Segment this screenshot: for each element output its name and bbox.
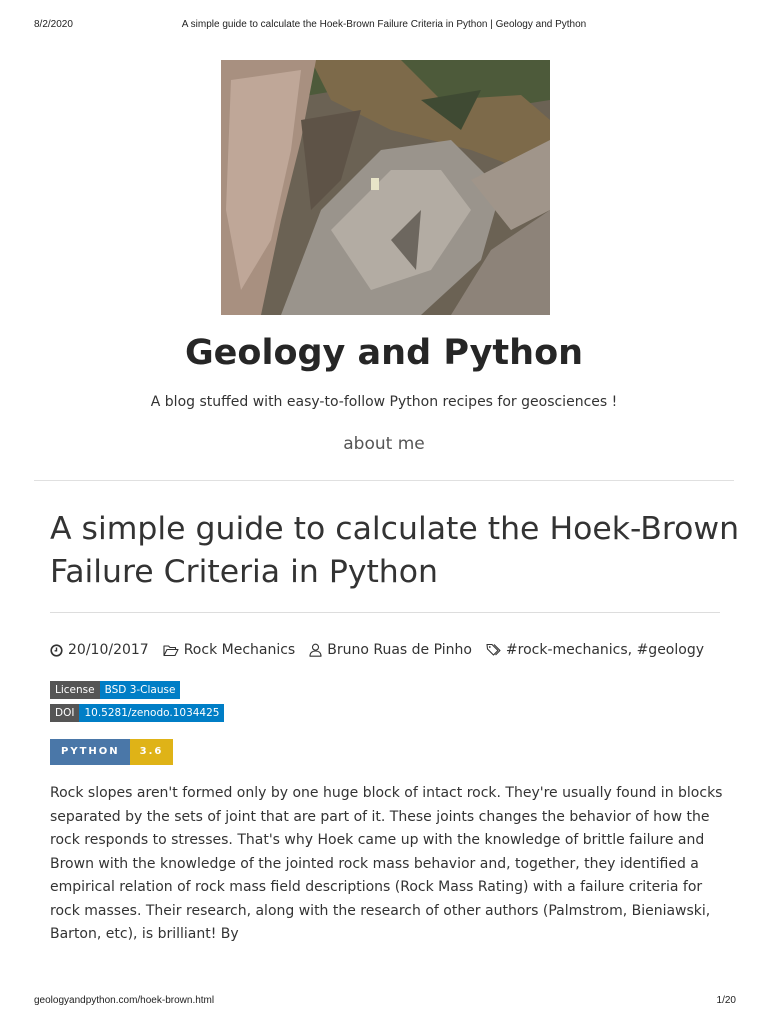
title-divider	[50, 612, 720, 613]
meta-category-text[interactable]: Rock Mechanics	[183, 642, 296, 658]
meta-tags[interactable]	[486, 642, 704, 658]
folder-open-icon	[163, 644, 179, 657]
meta-date	[50, 642, 149, 658]
site-header-image	[221, 60, 550, 315]
article-meta	[50, 640, 750, 660]
header-divider	[34, 480, 734, 481]
python-badge-label: PYTHON	[50, 739, 130, 765]
print-page-number: 1/20	[716, 995, 736, 1006]
python-version-badge[interactable]	[50, 739, 173, 765]
license-badge[interactable]	[50, 681, 180, 699]
site-title[interactable]: Geology and Python	[184, 333, 584, 373]
meta-author-text[interactable]: Bruno Ruas de Pinho	[327, 642, 472, 658]
tags-icon	[486, 643, 501, 657]
print-url: geologyandpython.com/hoek-brown.html	[34, 995, 215, 1006]
meta-date-text: 20/10/2017	[68, 642, 149, 658]
license-badge-label: License	[50, 681, 100, 699]
article-title: A simple guide to calculate the Hoek-Brown Failure Criteria in Python	[50, 511, 740, 590]
nav-about-link[interactable]: about me	[343, 434, 425, 454]
article-intro-paragraph: Rock slopes aren't formed only by one huge block of intact rock. They're usually found in blocks separated by the sets of joint that are part of it. These joints changes the behavior of how the rock responds to stresses. That's why Hoek came up with the knowledge of brittle failure and Brown with the knowledge of the jointed rock mass behavior and, together, they identified a empirical relation of rock mass field descriptions (Rock Mass Rating) with a failure criteria for rock masses. Their research, along with the research of other authors (Palmstrom, Bieniawski, Barton, etc), is brilliant! By	[50, 785, 723, 942]
meta-tags-text[interactable]: #rock-mechanics, #geology	[505, 642, 704, 658]
meta-category[interactable]	[163, 642, 296, 658]
print-date: 8/2/2020	[34, 19, 73, 30]
doi-badge[interactable]	[50, 704, 224, 722]
python-badge-value: 3.6	[130, 739, 174, 765]
doi-badge-value: 10.5281/zenodo.1034425	[79, 704, 224, 722]
meta-author[interactable]	[309, 642, 472, 658]
site-tagline: A blog stuffed with easy-to-follow Python recipes for geosciences !	[150, 394, 618, 410]
license-badge-value: BSD 3-Clause	[100, 681, 181, 699]
clock-icon	[50, 644, 63, 657]
user-icon	[309, 643, 322, 657]
doi-badge-label: DOI	[50, 704, 79, 722]
print-title: A simple guide to calculate the Hoek-Brown Failure Criteria in Python | Geology and Python	[181, 19, 587, 30]
